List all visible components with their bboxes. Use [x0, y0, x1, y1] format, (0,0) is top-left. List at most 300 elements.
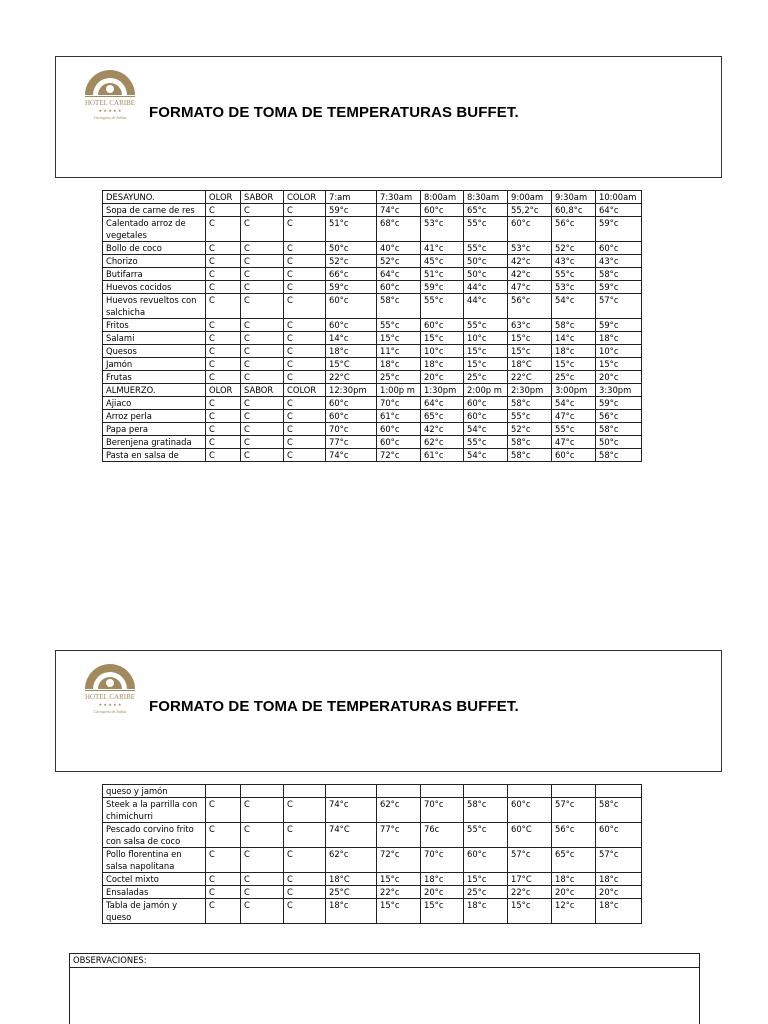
- table-cell: 58°c: [508, 449, 552, 462]
- table-cell: 66°c: [326, 268, 377, 281]
- table-cell: 60°c: [596, 242, 642, 255]
- table-cell: 18°c: [421, 873, 464, 886]
- table-cell: C: [206, 281, 241, 294]
- table-row: [103, 281, 642, 294]
- table-cell: 7:30am: [377, 191, 421, 204]
- table-cell: [552, 785, 596, 798]
- table-cell: 58°c: [508, 436, 552, 449]
- table-cell: C: [284, 436, 326, 449]
- table-cell: 42°c: [508, 255, 552, 268]
- table-cell: 58°c: [596, 798, 642, 823]
- table-cell: C: [241, 204, 284, 217]
- table-cell: 51°c: [326, 217, 377, 242]
- table-cell: C: [241, 823, 284, 848]
- table-cell: C: [206, 436, 241, 449]
- table-cell: C: [241, 899, 284, 924]
- table-cell: 22°c: [508, 886, 552, 899]
- table-cell: 9:00am: [508, 191, 552, 204]
- table-row: [103, 191, 642, 204]
- table-cell: 50°c: [464, 255, 508, 268]
- table-cell: 68°c: [377, 217, 421, 242]
- table-cell: 57°c: [596, 848, 642, 873]
- table-cell: [206, 785, 241, 798]
- item-name-cell: DESAYUNO.: [103, 191, 206, 204]
- table-cell: 55,2°c: [508, 204, 552, 217]
- table-cell: C: [241, 255, 284, 268]
- table-cell: 65°c: [552, 848, 596, 873]
- item-name-cell: Chorizo: [103, 255, 206, 268]
- table-cell: 11°c: [377, 345, 421, 358]
- table-cell: 20°c: [596, 886, 642, 899]
- table-cell: 74°c: [326, 449, 377, 462]
- table-cell: 60°C: [508, 823, 552, 848]
- page-title: FORMATO DE TOMA DE TEMPERATURAS BUFFET.: [149, 104, 519, 121]
- table-cell: 15°c: [464, 873, 508, 886]
- table-cell: 70°c: [377, 397, 421, 410]
- table-cell: 10°c: [421, 345, 464, 358]
- table-cell: C: [241, 217, 284, 242]
- table-cell: 18°c: [596, 899, 642, 924]
- table-cell: 64°c: [421, 397, 464, 410]
- table-cell: C: [284, 823, 326, 848]
- table-cell: C: [206, 371, 241, 384]
- logo-stars: ★ ★ ★ ★ ★: [98, 108, 122, 113]
- table-cell: 22°C: [508, 371, 552, 384]
- table-cell: C: [206, 848, 241, 873]
- table-cell: 20°c: [596, 371, 642, 384]
- table-cell: 60°c: [326, 410, 377, 423]
- table-cell: 43°c: [596, 255, 642, 268]
- table-cell: 59°c: [596, 319, 642, 332]
- table-cell: 12°c: [552, 899, 596, 924]
- item-name-cell: Calentado arroz de vegetales: [103, 217, 206, 242]
- table-cell: 60°c: [326, 294, 377, 319]
- table-cell: 58°c: [377, 294, 421, 319]
- table-cell: 18°c: [421, 358, 464, 371]
- table-cell: C: [241, 423, 284, 436]
- table-cell: 60°c: [552, 449, 596, 462]
- table-cell: C: [206, 242, 241, 255]
- table-cell: [326, 785, 377, 798]
- table-row: [103, 204, 642, 217]
- table-cell: 63°c: [508, 319, 552, 332]
- table-cell: C: [206, 397, 241, 410]
- table-row: [103, 886, 642, 899]
- table-cell: 17°C: [508, 873, 552, 886]
- observations-box[interactable]: [69, 953, 700, 1024]
- table-cell: 15°c: [377, 899, 421, 924]
- table-cell: 3:30pm: [596, 384, 642, 397]
- table-cell: [464, 785, 508, 798]
- table-cell: 18°c: [326, 899, 377, 924]
- table-cell: 62°c: [377, 798, 421, 823]
- table-cell: 10:00am: [596, 191, 642, 204]
- table-cell: C: [284, 345, 326, 358]
- table-cell: 55°c: [464, 823, 508, 848]
- table-row: [103, 217, 642, 242]
- table-row: [103, 449, 642, 462]
- table-cell: 60°c: [326, 319, 377, 332]
- item-name-cell: ALMUERZO.: [103, 384, 206, 397]
- table-cell: 50°c: [326, 242, 377, 255]
- table-cell: C: [206, 358, 241, 371]
- item-name-cell: Salami: [103, 332, 206, 345]
- table-row: [103, 319, 642, 332]
- table-cell: 58°c: [596, 268, 642, 281]
- table-cell: 77°c: [326, 436, 377, 449]
- item-name-cell: Ensaladas: [103, 886, 206, 899]
- table-cell: 10°c: [596, 345, 642, 358]
- table-cell: 18°C: [326, 873, 377, 886]
- table-cell: C: [241, 242, 284, 255]
- table-cell: C: [206, 449, 241, 462]
- table-cell: 60°c: [377, 423, 421, 436]
- table-cell: C: [241, 294, 284, 319]
- table-cell: C: [284, 217, 326, 242]
- table-cell: 44°c: [464, 281, 508, 294]
- item-name-cell: Steek a la parrilla con chimichurri: [103, 798, 206, 823]
- table-cell: 14°c: [326, 332, 377, 345]
- table-cell: 60°c: [421, 319, 464, 332]
- table-cell: 58°c: [596, 423, 642, 436]
- table-cell: 56°c: [552, 823, 596, 848]
- table-cell: 22°c: [377, 886, 421, 899]
- table-cell: C: [284, 255, 326, 268]
- item-name-cell: Berenjena gratinada: [103, 436, 206, 449]
- table-cell: 51°c: [421, 268, 464, 281]
- table-cell: 7:am: [326, 191, 377, 204]
- table-cell: 60°c: [377, 436, 421, 449]
- table-cell: C: [206, 873, 241, 886]
- table-row: [103, 345, 642, 358]
- table-cell: 60,8°c: [552, 204, 596, 217]
- table-cell: 55°c: [421, 294, 464, 319]
- table-cell: C: [241, 873, 284, 886]
- table-row: [103, 423, 642, 436]
- table-cell: 20°c: [421, 371, 464, 384]
- table-cell: 25°c: [552, 371, 596, 384]
- table-cell: C: [241, 798, 284, 823]
- table-cell: SABOR: [241, 384, 284, 397]
- table-cell: 15°c: [377, 873, 421, 886]
- logo-subtext: Cartagena de Indias: [93, 115, 127, 120]
- table-cell: C: [241, 281, 284, 294]
- table-cell: 55°c: [464, 242, 508, 255]
- table-cell: C: [206, 345, 241, 358]
- table-cell: 50°c: [464, 268, 508, 281]
- table-cell: 53°c: [552, 281, 596, 294]
- table-cell: C: [206, 268, 241, 281]
- table-cell: 18°c: [326, 345, 377, 358]
- item-name-cell: queso y jamón: [103, 785, 206, 798]
- table-cell: 2:30pm: [508, 384, 552, 397]
- table-cell: 40°c: [377, 242, 421, 255]
- table-row: [103, 848, 642, 873]
- table-cell: 45°c: [421, 255, 464, 268]
- table-cell: C: [241, 358, 284, 371]
- table-cell: C: [241, 410, 284, 423]
- item-name-cell: Quesos: [103, 345, 206, 358]
- table-cell: 43°c: [552, 255, 596, 268]
- table-cell: 47°c: [552, 410, 596, 423]
- table-cell: 20°c: [421, 886, 464, 899]
- table-cell: 55°c: [552, 423, 596, 436]
- table-cell: 44°c: [464, 294, 508, 319]
- table-cell: C: [206, 319, 241, 332]
- item-name-cell: Ajiaco: [103, 397, 206, 410]
- table-row: [103, 371, 642, 384]
- logo-subtext: Cartagena de Indias: [93, 709, 127, 714]
- table-row: [103, 332, 642, 345]
- table-cell: C: [241, 268, 284, 281]
- table-cell: 54°c: [552, 294, 596, 319]
- table-cell: C: [241, 886, 284, 899]
- table-cell: 70°c: [421, 848, 464, 873]
- table-cell: C: [284, 294, 326, 319]
- item-name-cell: Huevos cocidos: [103, 281, 206, 294]
- table-cell: OLOR: [206, 384, 241, 397]
- table-cell: 60°c: [464, 397, 508, 410]
- table-cell: C: [284, 899, 326, 924]
- item-name-cell: Butifarra: [103, 268, 206, 281]
- item-name-cell: Jamón: [103, 358, 206, 371]
- table-cell: 18°c: [596, 873, 642, 886]
- table-cell: 72°c: [377, 449, 421, 462]
- table-cell: C: [241, 332, 284, 345]
- table-cell: 58°c: [508, 397, 552, 410]
- page-corner-mark: [55, 650, 61, 656]
- table-cell: 55°c: [464, 436, 508, 449]
- table-cell: C: [284, 358, 326, 371]
- table-row: [103, 397, 642, 410]
- table-cell: 15°c: [508, 899, 552, 924]
- table-cell: 18°c: [464, 899, 508, 924]
- page2-header: [55, 650, 722, 772]
- table-cell: 18°C: [508, 358, 552, 371]
- item-name-cell: Huevos revueltos con salchicha: [103, 294, 206, 319]
- table-cell: 18°c: [377, 358, 421, 371]
- logo-stars: ★ ★ ★ ★ ★: [98, 702, 122, 707]
- table-row: [103, 242, 642, 255]
- observations-label: OBSERVACIONES:: [70, 954, 699, 968]
- table-cell: 2:00p m: [464, 384, 508, 397]
- table-cell: C: [241, 319, 284, 332]
- item-name-cell: Papa pera: [103, 423, 206, 436]
- table-cell: 54°c: [552, 397, 596, 410]
- table-cell: 50°c: [596, 436, 642, 449]
- table-cell: 15°c: [596, 358, 642, 371]
- table-cell: C: [241, 449, 284, 462]
- table-row: [103, 410, 642, 423]
- item-name-cell: Coctel mixto: [103, 873, 206, 886]
- table-cell: C: [206, 217, 241, 242]
- table-cell: 56°c: [596, 410, 642, 423]
- table-cell: 52°c: [508, 423, 552, 436]
- table-cell: 22°C: [326, 371, 377, 384]
- table-cell: 62°c: [421, 436, 464, 449]
- table-cell: 42°c: [421, 423, 464, 436]
- table-cell: [377, 785, 421, 798]
- table-cell: C: [284, 242, 326, 255]
- table-cell: 58°c: [596, 449, 642, 462]
- table-cell: 62°c: [326, 848, 377, 873]
- table-cell: 1:30pm: [421, 384, 464, 397]
- table-cell: COLOR: [284, 384, 326, 397]
- logo-text: HOTEL CARIBE: [84, 693, 136, 701]
- table-cell: 65°c: [421, 410, 464, 423]
- table-cell: 10°c: [464, 332, 508, 345]
- table-cell: 55°c: [552, 268, 596, 281]
- table-cell: SABOR: [241, 191, 284, 204]
- table-cell: 72°c: [377, 848, 421, 873]
- table-cell: 59°c: [421, 281, 464, 294]
- table-cell: 18°c: [552, 345, 596, 358]
- table-cell: 52°c: [377, 255, 421, 268]
- item-name-cell: Pollo florentina en salsa napolitana: [103, 848, 206, 873]
- table-cell: 60°c: [421, 204, 464, 217]
- table-cell: 42°c: [508, 268, 552, 281]
- table-cell: 58°c: [552, 319, 596, 332]
- table-cell: 9:30am: [552, 191, 596, 204]
- table-cell: 64°c: [377, 268, 421, 281]
- page-title: FORMATO DE TOMA DE TEMPERATURAS BUFFET.: [149, 698, 519, 715]
- item-name-cell: Bollo de coco: [103, 242, 206, 255]
- table-cell: 60°c: [596, 823, 642, 848]
- table-row: [103, 358, 642, 371]
- table-cell: C: [284, 397, 326, 410]
- table-cell: 64°c: [596, 204, 642, 217]
- table-cell: C: [284, 423, 326, 436]
- item-name-cell: Sopa de carne de res: [103, 204, 206, 217]
- table-cell: C: [284, 886, 326, 899]
- table-cell: 77°c: [377, 823, 421, 848]
- table-cell: 12:30pm: [326, 384, 377, 397]
- item-name-cell: Pescado corvino frito con salsa de coco: [103, 823, 206, 848]
- logo-text: HOTEL CARIBE: [84, 99, 136, 107]
- table-cell: 41°c: [421, 242, 464, 255]
- table-cell: C: [241, 436, 284, 449]
- table-cell: 25°c: [377, 371, 421, 384]
- table-cell: 15°c: [508, 345, 552, 358]
- table-cell: [241, 785, 284, 798]
- table-cell: OLOR: [206, 191, 241, 204]
- table-cell: 18°c: [596, 332, 642, 345]
- table-cell: C: [206, 255, 241, 268]
- table-cell: 15°c: [464, 345, 508, 358]
- table-cell: COLOR: [284, 191, 326, 204]
- table-cell: 56°c: [552, 217, 596, 242]
- table-cell: 74°C: [326, 823, 377, 848]
- table-cell: 15°c: [377, 332, 421, 345]
- table-cell: 60°c: [464, 410, 508, 423]
- table-row: [103, 873, 642, 886]
- table-cell: 8:30am: [464, 191, 508, 204]
- table-cell: 60°c: [508, 217, 552, 242]
- table-cell: 14°c: [552, 332, 596, 345]
- table-cell: C: [284, 873, 326, 886]
- table-cell: 59°c: [596, 397, 642, 410]
- table-cell: 70°c: [326, 423, 377, 436]
- table-cell: 55°c: [377, 319, 421, 332]
- table-cell: C: [206, 332, 241, 345]
- table-cell: C: [241, 848, 284, 873]
- table-cell: 74°c: [377, 204, 421, 217]
- table-cell: C: [284, 410, 326, 423]
- table-cell: C: [241, 397, 284, 410]
- table-cell: C: [206, 886, 241, 899]
- table-cell: 57°c: [508, 848, 552, 873]
- table-cell: [284, 785, 326, 798]
- table-cell: 70°c: [421, 798, 464, 823]
- table-cell: 15°c: [508, 332, 552, 345]
- table-cell: 59°c: [326, 281, 377, 294]
- table-cell: 55°c: [464, 217, 508, 242]
- table-cell: 54°c: [464, 449, 508, 462]
- table-cell: 58°c: [464, 798, 508, 823]
- table-cell: [596, 785, 642, 798]
- table-cell: [421, 785, 464, 798]
- table-cell: C: [241, 345, 284, 358]
- table-cell: 15°c: [421, 332, 464, 345]
- table-cell: C: [284, 281, 326, 294]
- table-row: [103, 798, 642, 823]
- page1-header: [55, 56, 722, 178]
- table-cell: C: [206, 823, 241, 848]
- table-cell: 57°c: [552, 798, 596, 823]
- table-cell: 20°c: [552, 886, 596, 899]
- table-cell: C: [206, 204, 241, 217]
- item-name-cell: Arroz perla: [103, 410, 206, 423]
- table-cell: C: [206, 899, 241, 924]
- table-cell: C: [241, 371, 284, 384]
- table-cell: 53°c: [508, 242, 552, 255]
- table-cell: 61°c: [377, 410, 421, 423]
- table-cell: 25°C: [326, 886, 377, 899]
- table-cell: 60°c: [326, 397, 377, 410]
- table-cell: C: [284, 332, 326, 345]
- table-cell: C: [206, 410, 241, 423]
- table-cell: 25°c: [464, 886, 508, 899]
- table-cell: 59°c: [326, 204, 377, 217]
- table-row: [103, 899, 642, 924]
- hotel-logo: [76, 65, 144, 127]
- table-cell: 15°c: [552, 358, 596, 371]
- table-row: [103, 436, 642, 449]
- table-cell: 3:00pm: [552, 384, 596, 397]
- table-cell: 55°c: [508, 410, 552, 423]
- table-cell: 15°c: [421, 899, 464, 924]
- hotel-logo: [76, 659, 144, 721]
- item-name-cell: Pasta en salsa de: [103, 449, 206, 462]
- table-cell: 60°c: [464, 848, 508, 873]
- table-cell: 25°c: [464, 371, 508, 384]
- table-cell: 56°c: [508, 294, 552, 319]
- table-cell: C: [284, 798, 326, 823]
- item-name-cell: Fritos: [103, 319, 206, 332]
- table-cell: 55°c: [464, 319, 508, 332]
- table-cell: C: [284, 268, 326, 281]
- table-row: [103, 294, 642, 319]
- table-cell: 59°c: [596, 281, 642, 294]
- table-cell: 60°c: [508, 798, 552, 823]
- table-cell: 8:00am: [421, 191, 464, 204]
- table-cell: 57°c: [596, 294, 642, 319]
- table-cell: C: [206, 423, 241, 436]
- table-row: [103, 255, 642, 268]
- item-name-cell: Frutas: [103, 371, 206, 384]
- table-row: [103, 384, 642, 397]
- table-cell: C: [284, 449, 326, 462]
